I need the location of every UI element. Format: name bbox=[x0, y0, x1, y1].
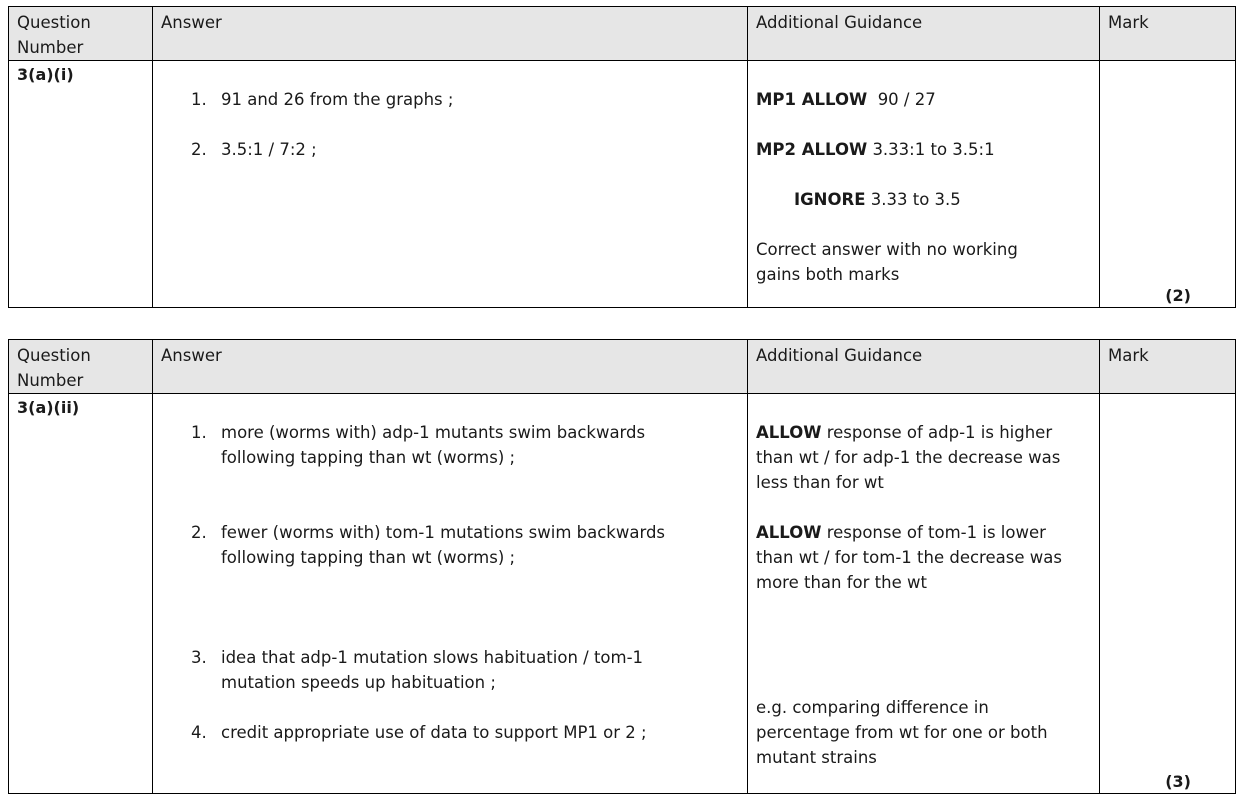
header-row bbox=[9, 7, 1236, 61]
header-guidance: Additional Guidance bbox=[748, 340, 1100, 394]
mark-value: (2) bbox=[1165, 286, 1191, 305]
mark-cell bbox=[1100, 61, 1236, 308]
header-question-number: Question Number bbox=[9, 7, 153, 61]
mark-value: (3) bbox=[1165, 772, 1191, 791]
answer-text: 3.5:1 / 7:2 ; bbox=[221, 140, 317, 159]
guidance-example: e.g. comparing difference in percentage from wt for one or both mutant strains bbox=[756, 698, 1048, 767]
mark-scheme-table-3ai bbox=[8, 6, 1236, 308]
guidance-text: 3.33 to 3.5 bbox=[870, 190, 961, 209]
header-question-number: Question Number bbox=[9, 340, 153, 394]
answer-number: 2. bbox=[191, 140, 207, 159]
guidance-text: 3.33:1 to 3.5:1 bbox=[872, 140, 995, 159]
answer-number: 4. bbox=[191, 723, 207, 742]
answer-text: credit appropriate use of data to support MP1 or 2 ; bbox=[221, 723, 647, 742]
guidance-allow bbox=[756, 520, 1081, 595]
answer-number: 1. bbox=[191, 90, 207, 109]
guidance-ignore bbox=[794, 187, 1119, 212]
header-answer: Answer bbox=[153, 7, 748, 61]
question-cell bbox=[9, 61, 153, 308]
header-row bbox=[9, 340, 1236, 394]
answer-row bbox=[9, 61, 1236, 308]
answer-text: 91 and 26 from the graphs ; bbox=[221, 90, 454, 109]
guidance-mp2 bbox=[756, 137, 1081, 162]
guidance-allow bbox=[756, 420, 1081, 495]
answer-cell bbox=[153, 394, 748, 794]
mark-cell bbox=[1100, 394, 1236, 794]
answer-text: fewer (worms with) tom-1 mutations swim backwards following tapping than wt (worms) ; bbox=[221, 523, 666, 567]
answer-row bbox=[9, 394, 1236, 794]
guidance-keyword: ALLOW bbox=[756, 523, 822, 542]
header-mark: Mark bbox=[1100, 340, 1236, 394]
question-number: 3(a)(ii) bbox=[17, 398, 80, 417]
guidance-keyword: MP2 ALLOW bbox=[756, 140, 868, 159]
answer-text: more (worms with) adp-1 mutants swim backwards following tapping than wt (worms) ; bbox=[221, 423, 646, 467]
question-cell bbox=[9, 394, 153, 794]
mark-scheme-table-3aii bbox=[8, 339, 1236, 794]
answer-number: 3. bbox=[191, 648, 207, 667]
header-guidance: Additional Guidance bbox=[748, 7, 1100, 61]
guidance-text: response of tom-1 is lower than wt / for tom-1 the decrease was more than for the wt bbox=[756, 523, 1062, 592]
guidance-keyword: MP1 ALLOW bbox=[756, 90, 868, 109]
answer-number: 2. bbox=[191, 523, 207, 542]
answer-cell bbox=[153, 61, 748, 308]
header-answer: Answer bbox=[153, 340, 748, 394]
answer-number: 1. bbox=[191, 423, 207, 442]
guidance-mp1 bbox=[756, 87, 1081, 112]
guidance-text: response of adp-1 is higher than wt / for adp-1 the decrease was less than for wt bbox=[756, 423, 1061, 492]
header-mark: Mark bbox=[1100, 7, 1236, 61]
guidance-cell bbox=[748, 394, 1100, 794]
answer-text: idea that adp-1 mutation slows habituation / tom-1 mutation speeds up habituation ; bbox=[221, 648, 644, 692]
guidance-text: 90 / 27 bbox=[877, 90, 936, 109]
guidance-keyword: ALLOW bbox=[756, 423, 822, 442]
guidance-note: Correct answer with no working gains both marks bbox=[756, 240, 1018, 284]
guidance-cell bbox=[748, 61, 1100, 308]
question-number: 3(a)(i) bbox=[17, 65, 74, 84]
guidance-keyword: IGNORE bbox=[794, 190, 866, 209]
